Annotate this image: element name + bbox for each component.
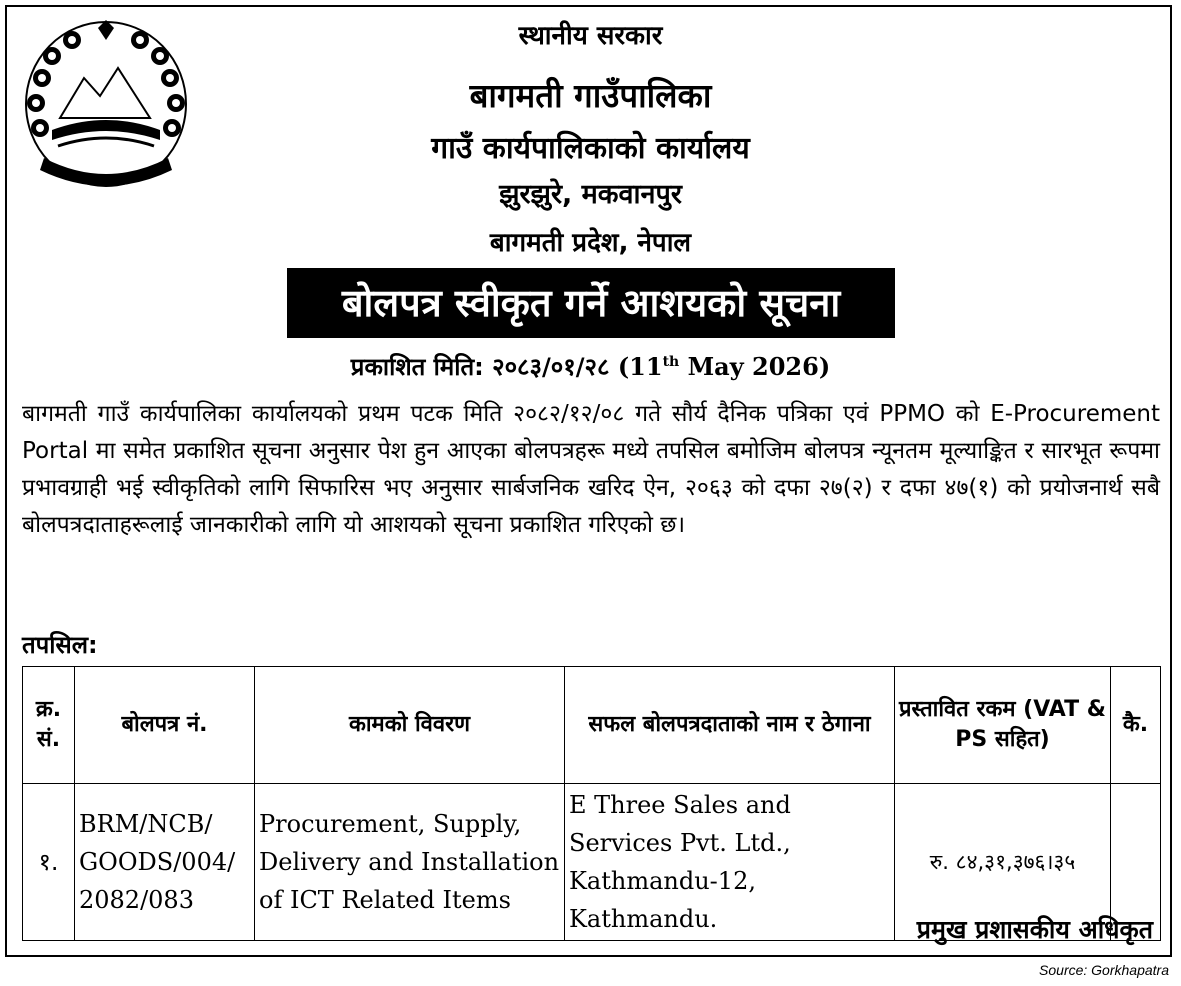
header-line-address: झुरझुरे, मकवानपुर [499, 179, 682, 210]
cell-bidder: E Three Sales and Services Pvt. Ltd., Kathmandu-12, Kathmandu. [565, 784, 895, 941]
th-serial: क्र. सं. [23, 667, 75, 784]
cell-work-description: Procurement, Supply, Delivery and Installation of ICT Related Items [255, 784, 565, 941]
cell-serial: १. [23, 784, 75, 941]
award-table [22, 666, 1161, 941]
published-date-nepali: प्रकाशित मिति: २०८३/०१/२८ [350, 353, 610, 381]
published-date [0, 350, 1181, 383]
published-date-open: (11 [617, 352, 663, 381]
cell-bid-number: BRM/NCB/ GOODS/004/ 2082/083 [75, 784, 255, 941]
source-credit: Source: Gorkhapatra [1039, 962, 1169, 978]
published-date-sup: th [662, 354, 680, 370]
signatory: प्रमुख प्रशासकीय अधिकृत [916, 915, 1153, 944]
th-remarks: कै. [1111, 667, 1161, 784]
header-line-local-government: स्थानीय सरकार [518, 21, 663, 51]
notice-body: बागमती गाउँ कार्यपालिका कार्यालयको प्रथम पटक मिति २०८२/१२/०८ गते सौर्य दैनिक पत्रिका एवं PPMO को E-Procurement Portal मा समेत प्रकाशित सूचना अनुसार पेश हुन आएका बोलपत्रहरू मध्ये तपसिल बमोजिम बोलपत्र न्यूनतम मूल्याङ्कित र सारभूत रूपमा प्रभावग्राही भई स्वीकृतिको लागि सिफारिस भए अनुसार सार्बजनिक खरिद ऐन, २०६३ को दफा २७(२) र दफा ४७(१) को प्रयोजनार्थ सबै बोलपत्रदाताहरूलाई जानकारीको लागि यो आशयको सूचना प्रकाशित गरिएको छ। [22, 401, 1160, 538]
published-date-close: May 2026) [687, 352, 831, 381]
header-line-office: गाउँ कार्यपालिकाको कार्यालय [431, 131, 750, 166]
tapsil-label: तपसिल: [22, 631, 98, 659]
header-line-province: बागमती प्रदेश, नेपाल [489, 228, 692, 258]
th-amount: प्रस्तावित रकम (VAT & PS सहित) [895, 667, 1111, 784]
th-work-description: कामको विवरण [255, 667, 565, 784]
header-line-municipality: बागमती गाउँपालिका [469, 76, 712, 115]
th-bid-number: बोलपत्र नं. [75, 667, 255, 784]
notice-title: बोलपत्र स्वीकृत गर्ने आशयको सूचना [287, 268, 895, 338]
th-bidder: सफल बोलपत्रदाताको नाम र ठेगाना [565, 667, 895, 784]
cell-amount: रु. ८४,३१,३७६।३५ [895, 784, 1111, 941]
table-header-row [23, 667, 1161, 784]
published-date-english [618, 352, 830, 381]
